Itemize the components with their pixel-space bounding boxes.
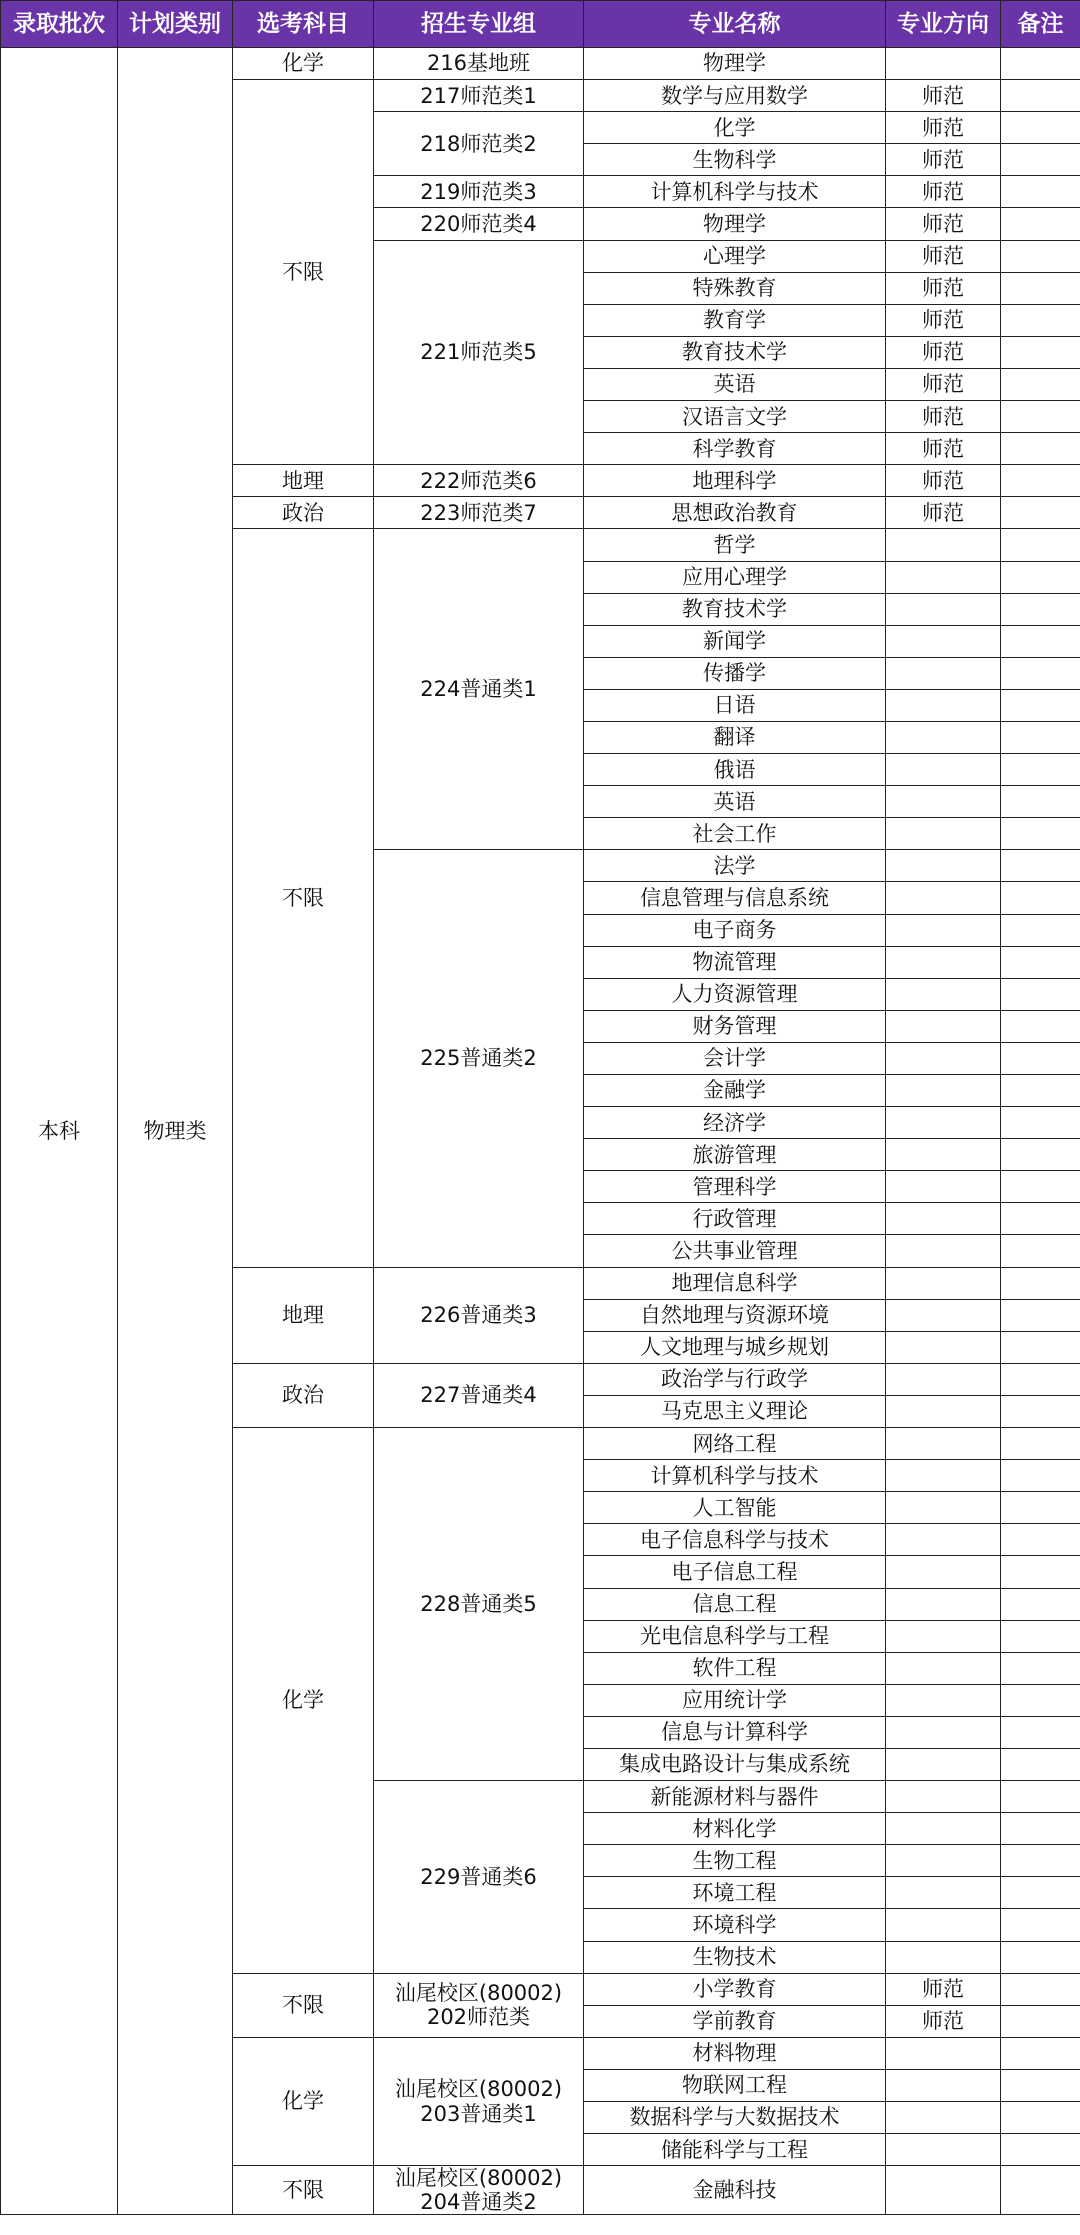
major-name-cell: 教育技术学	[584, 336, 886, 368]
direction-cell	[886, 721, 1001, 753]
direction-cell	[886, 882, 1001, 914]
major-name-cell: 物流管理	[584, 946, 886, 978]
remark-cell	[1001, 561, 1080, 593]
remark-cell	[1001, 465, 1080, 497]
subject-cell: 地理	[233, 1267, 374, 1363]
major-name-cell: 光电信息科学与工程	[584, 1620, 886, 1652]
remark-cell	[1001, 1331, 1080, 1363]
major-group-cell: 219师范类3	[374, 176, 584, 208]
major-name-cell: 人文地理与城乡规划	[584, 1331, 886, 1363]
major-name-cell: 电子信息工程	[584, 1556, 886, 1588]
direction-cell	[886, 946, 1001, 978]
major-group-cell: 229普通类6	[374, 1781, 584, 1974]
major-name-cell: 学前教育	[584, 2005, 886, 2037]
remark-cell	[1001, 914, 1080, 946]
major-name-cell: 日语	[584, 689, 886, 721]
remark-cell	[1001, 1139, 1080, 1171]
header-major-name: 专业名称	[584, 1, 886, 48]
major-name-cell: 管理科学	[584, 1171, 886, 1203]
major-name-cell: 应用心理学	[584, 561, 886, 593]
direction-cell: 师范	[886, 368, 1001, 400]
major-name-cell: 经济学	[584, 1107, 886, 1139]
remark-cell	[1001, 1588, 1080, 1620]
remark-cell	[1001, 497, 1080, 529]
remark-cell	[1001, 978, 1080, 1010]
major-group-cell: 223师范类7	[374, 497, 584, 529]
major-name-cell: 行政管理	[584, 1203, 886, 1235]
remark-cell	[1001, 529, 1080, 561]
direction-cell	[886, 2102, 1001, 2134]
direction-cell	[886, 1042, 1001, 1074]
major-name-cell: 环境工程	[584, 1877, 886, 1909]
direction-cell	[886, 1620, 1001, 1652]
major-name-cell: 会计学	[584, 1042, 886, 1074]
major-name-cell: 应用统计学	[584, 1684, 886, 1716]
remark-cell	[1001, 1235, 1080, 1267]
direction-cell	[886, 48, 1001, 80]
remark-cell	[1001, 1877, 1080, 1909]
major-group-line: 汕尾校区(80002)	[394, 2077, 563, 2102]
direction-cell	[886, 657, 1001, 689]
major-name-cell: 传播学	[584, 657, 886, 689]
direction-cell	[886, 914, 1001, 946]
major-name-cell: 储能科学与工程	[584, 2134, 886, 2166]
major-name-cell: 信息管理与信息系统	[584, 882, 886, 914]
direction-cell: 师范	[886, 208, 1001, 240]
direction-cell: 师范	[886, 80, 1001, 112]
remark-cell	[1001, 850, 1080, 882]
direction-cell: 师范	[886, 272, 1001, 304]
header-category: 计划类别	[118, 1, 233, 48]
major-name-cell: 材料化学	[584, 1813, 886, 1845]
direction-cell	[886, 1267, 1001, 1299]
remark-cell	[1001, 208, 1080, 240]
major-name-cell: 科学教育	[584, 433, 886, 465]
major-name-cell: 物理学	[584, 48, 886, 80]
remark-cell	[1001, 946, 1080, 978]
major-group-line: 204普通类2	[420, 2190, 537, 2215]
direction-cell	[886, 1203, 1001, 1235]
remark-cell	[1001, 786, 1080, 818]
direction-cell: 师范	[886, 176, 1001, 208]
major-name-cell: 教育学	[584, 304, 886, 336]
direction-cell	[886, 1524, 1001, 1556]
major-name-cell: 政治学与行政学	[584, 1363, 886, 1395]
remark-cell	[1001, 272, 1080, 304]
major-name-cell: 特殊教育	[584, 272, 886, 304]
table-row	[1, 48, 1080, 80]
direction-cell: 师范	[886, 112, 1001, 144]
remark-cell	[1001, 1363, 1080, 1395]
remark-cell	[1001, 818, 1080, 850]
header-row	[1, 1, 1080, 48]
major-name-cell: 财务管理	[584, 1010, 886, 1042]
major-group-cell: 217师范类1	[374, 80, 584, 112]
major-name-cell: 金融学	[584, 1075, 886, 1107]
direction-cell	[886, 1171, 1001, 1203]
remark-cell	[1001, 1813, 1080, 1845]
remark-cell	[1001, 2134, 1080, 2166]
remark-cell	[1001, 689, 1080, 721]
direction-cell	[886, 1716, 1001, 1748]
major-group-cell	[374, 2037, 584, 2165]
subject-cell: 政治	[233, 1363, 374, 1427]
subject-cell: 不限	[233, 2166, 374, 2215]
remark-cell	[1001, 176, 1080, 208]
direction-cell	[886, 2166, 1001, 2215]
direction-cell	[886, 1235, 1001, 1267]
major-name-cell: 自然地理与资源环境	[584, 1299, 886, 1331]
subject-cell: 政治	[233, 497, 374, 529]
remark-cell	[1001, 1395, 1080, 1427]
major-name-cell: 地理科学	[584, 465, 886, 497]
major-name-cell: 物联网工程	[584, 2069, 886, 2101]
remark-cell	[1001, 1075, 1080, 1107]
direction-cell: 师范	[886, 240, 1001, 272]
direction-cell	[886, 1588, 1001, 1620]
remark-cell	[1001, 1620, 1080, 1652]
remark-cell	[1001, 1845, 1080, 1877]
remark-cell	[1001, 625, 1080, 657]
direction-cell	[886, 1684, 1001, 1716]
direction-cell	[886, 1139, 1001, 1171]
subject-cell: 化学	[233, 1428, 374, 1974]
major-name-cell: 英语	[584, 368, 886, 400]
major-name-cell: 计算机科学与技术	[584, 176, 886, 208]
major-name-cell: 翻译	[584, 721, 886, 753]
major-name-cell: 生物工程	[584, 1845, 886, 1877]
direction-cell	[886, 818, 1001, 850]
major-group-cell: 216基地班	[374, 48, 584, 80]
remark-cell	[1001, 1524, 1080, 1556]
direction-cell	[886, 625, 1001, 657]
direction-cell	[886, 1075, 1001, 1107]
remark-cell	[1001, 48, 1080, 80]
direction-cell	[886, 978, 1001, 1010]
header-direction: 专业方向	[886, 1, 1001, 48]
direction-cell	[886, 754, 1001, 786]
direction-cell	[886, 561, 1001, 593]
remark-cell	[1001, 754, 1080, 786]
major-name-cell: 计算机科学与技术	[584, 1460, 886, 1492]
major-name-cell: 环境科学	[584, 1909, 886, 1941]
remark-cell	[1001, 1748, 1080, 1780]
table-body	[1, 48, 1080, 2215]
direction-cell	[886, 1107, 1001, 1139]
remark-cell	[1001, 593, 1080, 625]
major-name-cell: 汉语言文学	[584, 401, 886, 433]
subject-cell: 化学	[233, 2037, 374, 2165]
remark-cell	[1001, 1460, 1080, 1492]
remark-cell	[1001, 368, 1080, 400]
direction-cell	[886, 1395, 1001, 1427]
major-name-cell: 英语	[584, 786, 886, 818]
major-name-cell: 材料物理	[584, 2037, 886, 2069]
direction-cell	[886, 786, 1001, 818]
remark-cell	[1001, 401, 1080, 433]
direction-cell	[886, 1331, 1001, 1363]
direction-cell	[886, 2037, 1001, 2069]
remark-cell	[1001, 1556, 1080, 1588]
major-group-cell: 227普通类4	[374, 1363, 584, 1427]
major-name-cell: 人力资源管理	[584, 978, 886, 1010]
direction-cell	[886, 1845, 1001, 1877]
remark-cell	[1001, 1941, 1080, 1973]
major-group-cell: 221师范类5	[374, 240, 584, 465]
remark-cell	[1001, 2069, 1080, 2101]
subject-cell: 不限	[233, 529, 374, 1267]
direction-cell: 师范	[886, 336, 1001, 368]
major-name-cell: 人工智能	[584, 1492, 886, 1524]
remark-cell	[1001, 1299, 1080, 1331]
major-group-cell: 222师范类6	[374, 465, 584, 497]
major-name-cell: 电子信息科学与技术	[584, 1524, 886, 1556]
direction-cell	[886, 1909, 1001, 1941]
direction-cell	[886, 850, 1001, 882]
direction-cell	[886, 1748, 1001, 1780]
major-name-cell: 金融科技	[584, 2166, 886, 2215]
major-group-cell	[374, 1973, 584, 2037]
major-group-cell: 220师范类4	[374, 208, 584, 240]
major-group-cell: 225普通类2	[374, 850, 584, 1267]
direction-cell	[886, 2134, 1001, 2166]
major-name-cell: 法学	[584, 850, 886, 882]
direction-cell	[886, 1781, 1001, 1813]
direction-cell	[886, 1652, 1001, 1684]
remark-cell	[1001, 1909, 1080, 1941]
remark-cell	[1001, 2102, 1080, 2134]
batch-cell: 本科	[1, 48, 118, 2215]
major-group-cell: 218师范类2	[374, 112, 584, 176]
major-group-line: 汕尾校区(80002)	[394, 2166, 563, 2191]
direction-cell	[886, 2069, 1001, 2101]
major-group-line: 汕尾校区(80002)	[394, 1981, 563, 2006]
direction-cell: 师范	[886, 433, 1001, 465]
direction-cell	[886, 1492, 1001, 1524]
direction-cell	[886, 689, 1001, 721]
direction-cell	[886, 1363, 1001, 1395]
remark-cell	[1001, 144, 1080, 176]
major-name-cell: 信息与计算科学	[584, 1716, 886, 1748]
remark-cell	[1001, 1684, 1080, 1716]
remark-cell	[1001, 1973, 1080, 2005]
subject-cell: 化学	[233, 48, 374, 80]
remark-cell	[1001, 721, 1080, 753]
direction-cell	[886, 593, 1001, 625]
remark-cell	[1001, 1428, 1080, 1460]
remark-cell	[1001, 433, 1080, 465]
remark-cell	[1001, 80, 1080, 112]
direction-cell	[886, 1941, 1001, 1973]
remark-cell	[1001, 2037, 1080, 2069]
major-name-cell: 信息工程	[584, 1588, 886, 1620]
major-name-cell: 集成电路设计与集成系统	[584, 1748, 886, 1780]
major-name-cell: 电子商务	[584, 914, 886, 946]
subject-cell: 地理	[233, 465, 374, 497]
major-name-cell: 社会工作	[584, 818, 886, 850]
remark-cell	[1001, 882, 1080, 914]
major-name-cell: 网络工程	[584, 1428, 886, 1460]
header-major-group: 招生专业组	[374, 1, 584, 48]
remark-cell	[1001, 1171, 1080, 1203]
direction-cell: 师范	[886, 2005, 1001, 2037]
category-cell: 物理类	[118, 48, 233, 2215]
header-batch: 录取批次	[1, 1, 118, 48]
remark-cell	[1001, 657, 1080, 689]
major-name-cell: 小学教育	[584, 1973, 886, 2005]
remark-cell	[1001, 2166, 1080, 2215]
major-group-cell: 224普通类1	[374, 529, 584, 850]
direction-cell	[886, 529, 1001, 561]
remark-cell	[1001, 112, 1080, 144]
header-subject: 选考科目	[233, 1, 374, 48]
major-name-cell: 公共事业管理	[584, 1235, 886, 1267]
major-name-cell: 马克思主义理论	[584, 1395, 886, 1427]
direction-cell: 师范	[886, 1973, 1001, 2005]
remark-cell	[1001, 1781, 1080, 1813]
major-group-cell: 228普通类5	[374, 1428, 584, 1781]
major-name-cell: 数学与应用数学	[584, 80, 886, 112]
direction-cell	[886, 1877, 1001, 1909]
remark-cell	[1001, 1652, 1080, 1684]
direction-cell	[886, 1813, 1001, 1845]
major-name-cell: 软件工程	[584, 1652, 886, 1684]
remark-cell	[1001, 336, 1080, 368]
major-group-cell: 226普通类3	[374, 1267, 584, 1363]
major-name-cell: 数据科学与大数据技术	[584, 2102, 886, 2134]
direction-cell: 师范	[886, 401, 1001, 433]
remark-cell	[1001, 240, 1080, 272]
direction-cell: 师范	[886, 144, 1001, 176]
subject-cell: 不限	[233, 80, 374, 465]
remark-cell	[1001, 1492, 1080, 1524]
direction-cell: 师范	[886, 304, 1001, 336]
major-name-cell: 生物技术	[584, 1941, 886, 1973]
major-name-cell: 化学	[584, 112, 886, 144]
remark-cell	[1001, 304, 1080, 336]
major-name-cell: 哲学	[584, 529, 886, 561]
direction-cell	[886, 1460, 1001, 1492]
direction-cell: 师范	[886, 497, 1001, 529]
subject-cell: 不限	[233, 1973, 374, 2037]
major-name-cell: 旅游管理	[584, 1139, 886, 1171]
remark-cell	[1001, 1267, 1080, 1299]
major-group-cell	[374, 2166, 584, 2215]
major-name-cell: 心理学	[584, 240, 886, 272]
remark-cell	[1001, 1716, 1080, 1748]
major-name-cell: 新能源材料与器件	[584, 1781, 886, 1813]
major-name-cell: 地理信息科学	[584, 1267, 886, 1299]
direction-cell	[886, 1428, 1001, 1460]
header-remark: 备注	[1001, 1, 1080, 48]
remark-cell	[1001, 1042, 1080, 1074]
remark-cell	[1001, 1107, 1080, 1139]
major-name-cell: 教育技术学	[584, 593, 886, 625]
remark-cell	[1001, 2005, 1080, 2037]
remark-cell	[1001, 1010, 1080, 1042]
major-group-line: 203普通类1	[420, 2101, 537, 2126]
major-name-cell: 思想政治教育	[584, 497, 886, 529]
major-name-cell: 物理学	[584, 208, 886, 240]
direction-cell	[886, 1010, 1001, 1042]
major-name-cell: 生物科学	[584, 144, 886, 176]
direction-cell	[886, 1299, 1001, 1331]
major-name-cell: 俄语	[584, 754, 886, 786]
major-name-cell: 新闻学	[584, 625, 886, 657]
direction-cell	[886, 1556, 1001, 1588]
major-group-line: 202师范类	[426, 2005, 531, 2030]
direction-cell: 师范	[886, 465, 1001, 497]
remark-cell	[1001, 1203, 1080, 1235]
